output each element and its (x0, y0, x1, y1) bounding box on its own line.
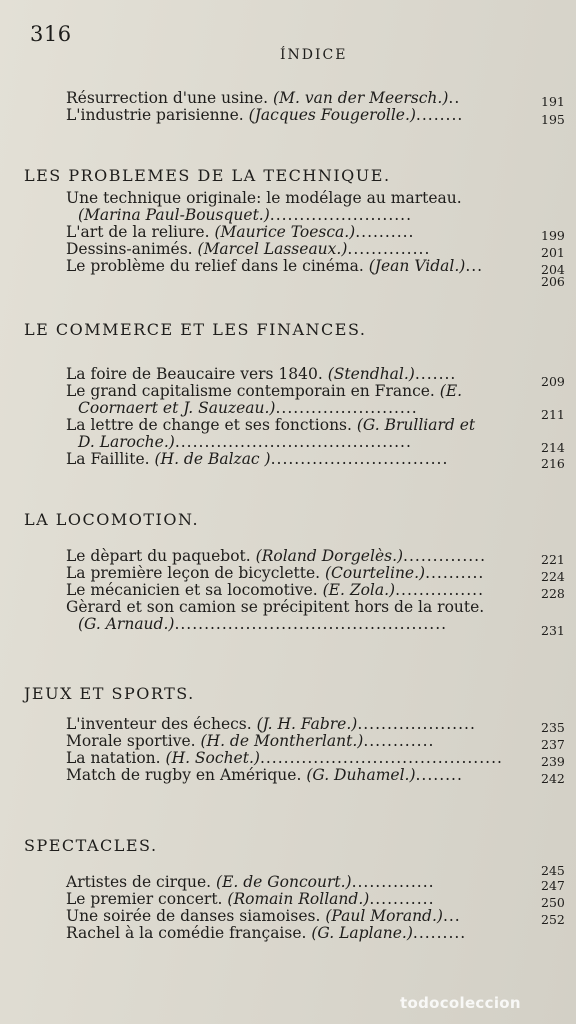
toc-entry (66, 417, 576, 434)
entry-author: (G. Duhamel.) (306, 766, 416, 784)
entry-author: (E. Zola.) (322, 581, 396, 599)
entry-author: (Roland Dorgelès.) (255, 547, 404, 565)
entry-title: Le premier concert. (66, 890, 228, 908)
leader-dots: ... (465, 257, 484, 275)
toc-entry (66, 716, 576, 733)
entry-page: 201 (541, 245, 565, 260)
entry-title: Gèrard et son camion se précipitent hors de la route. (66, 598, 485, 616)
entry-title: L'art de la reliure. (66, 223, 215, 241)
top-entries (66, 89, 576, 127)
entry-author: (G. Laplane.) (311, 924, 413, 942)
section-entries (66, 716, 576, 784)
toc-entry (66, 599, 576, 616)
toc-entry (66, 767, 576, 784)
entry-title: La lettre de change et ses fonctions. (66, 416, 357, 434)
entry-page: 199 (541, 228, 565, 243)
leader-dots: .. (448, 89, 461, 107)
entry-author: D. Laroche.) (78, 433, 175, 451)
entry-title: Match de rugby en Amérique. (66, 766, 307, 784)
toc-entry (66, 582, 576, 599)
leader-dots: .............. (347, 240, 431, 258)
entry-page: 250 (541, 895, 565, 910)
entry-author: (E. de Goncourt.) (216, 873, 352, 891)
entry-page: 237 (541, 737, 565, 752)
toc-entry (66, 399, 576, 422)
leader-dots: .......... (425, 564, 485, 582)
section-heading: LES PROBLEMES DE LA TECHNIQUE. (24, 166, 391, 185)
entry-title: Le grand capitalisme contemporain en France. (66, 382, 440, 400)
entry-title: Rachel à la comédie française. (66, 924, 312, 942)
toc-entry (66, 258, 576, 275)
toc-entry (66, 891, 576, 908)
entry-title: Morale sportive. (66, 732, 201, 750)
leader-dots: ........................ (269, 206, 413, 224)
entry-page: 191 (541, 94, 565, 109)
leader-dots: .............. (403, 547, 487, 565)
entry-page: 247 (541, 878, 565, 893)
leader-dots: ....... (414, 365, 457, 383)
entry-author: (E. (439, 382, 463, 400)
toc-entry (66, 106, 576, 127)
toc-entry (66, 565, 576, 582)
entry-page: 204 (541, 262, 565, 277)
entry-author: (H. Sochet.) (165, 749, 260, 767)
entry-author: (Courteline.) (325, 564, 426, 582)
leader-dots: ......... (412, 924, 467, 942)
entry-title: La première leçon de bicyclette. (66, 564, 325, 582)
leader-dots: .......... (355, 223, 415, 241)
leader-dots: ........ (415, 766, 463, 784)
section-heading: LE COMMERCE ET LES FINANCES. (24, 320, 367, 339)
entry-title: Le mécanicien et sa locomotive. (66, 581, 323, 599)
entry-page: 221 (541, 552, 565, 567)
toc-entry (66, 908, 576, 925)
toc-entry (66, 241, 576, 258)
leader-dots: .............. (351, 873, 435, 891)
entry-page: 206 (541, 274, 565, 289)
entry-author: (J. H. Fabre.) (256, 715, 358, 733)
leader-dots: ........ (415, 106, 464, 124)
entry-page: 228 (541, 586, 565, 601)
entry-page: 231 (541, 623, 565, 638)
leader-dots: .............................................. (174, 615, 448, 633)
leader-dots: ........................................ (174, 433, 412, 451)
entry-title: Artistes de cirque. (66, 873, 217, 891)
toc-entry (66, 274, 576, 289)
toc-entry (66, 207, 576, 224)
entry-author: (Paul Morand.) (325, 907, 443, 925)
entry-author: (Jacques Fougerolle.) (248, 106, 416, 124)
entry-author: (Maurice Toesca.) (214, 223, 356, 241)
entry-author: (Marina Paul-Bousquet.) (78, 206, 270, 224)
toc-entry (66, 190, 576, 207)
entry-page: 211 (541, 407, 565, 422)
entry-page: 214 (541, 440, 565, 455)
section-heading: LA LOCOMOTION. (24, 510, 200, 529)
entry-page: 242 (541, 771, 565, 786)
toc-entry (66, 615, 576, 638)
entry-title: L'inventeur des échecs. (66, 715, 257, 733)
entry-author: (Stendhal.) (327, 365, 415, 383)
running-head: ÍNDICE (280, 47, 348, 63)
section-entries (66, 547, 576, 638)
section-entries (66, 189, 576, 289)
toc-entry (66, 925, 576, 942)
entry-title: Une technique originale: le modélage au marteau. (66, 189, 462, 207)
entry-author: (H. de Balzac ) (154, 450, 271, 468)
entry-page: 245 (541, 863, 565, 878)
toc-entry (66, 224, 576, 241)
leader-dots: .................... (357, 715, 476, 733)
entry-page: 239 (541, 754, 565, 769)
entry-author: (G. Arnaud.) (78, 615, 175, 633)
entry-author: (H. de Montherlant.) (200, 732, 364, 750)
leader-dots: ............ (363, 732, 435, 750)
entry-title: Une soirée de danses siamoises. (66, 907, 326, 925)
entry-title: La natation. (66, 749, 166, 767)
entry-title: Le dèpart du paquebot. (66, 547, 256, 565)
entry-author: (Jean Vidal.) (368, 257, 466, 275)
section-entries (66, 365, 576, 471)
leader-dots: ... (442, 907, 461, 925)
entry-author: Coornaert et J. Sauzeau.) (78, 399, 276, 417)
entry-page: 195 (541, 112, 565, 127)
entry-title: Dessins-animés. (66, 240, 198, 258)
leader-dots: ............... (395, 581, 485, 599)
entry-title: La Faillite. (66, 450, 155, 468)
entry-author: (M. van der Meersch.) (273, 89, 449, 107)
entry-page: 224 (541, 569, 565, 584)
entry-author: (Marcel Lasseaux.) (197, 240, 348, 258)
page-number: 316 (30, 22, 72, 46)
entry-page: 209 (541, 374, 565, 389)
leader-dots: .............................. (270, 450, 449, 468)
entry-page: 235 (541, 720, 565, 735)
entry-title: L'industrie parisienne. (66, 106, 249, 124)
section-heading: JEUX ET SPORTS. (24, 684, 195, 703)
entry-page: 252 (541, 912, 565, 927)
toc-entry (66, 90, 576, 107)
toc-entry (66, 874, 576, 891)
entry-title: La foire de Beaucaire vers 1840. (66, 365, 328, 383)
leader-dots: ........... (369, 890, 435, 908)
toc-entry (66, 365, 576, 389)
watermark-logo: todocoleccion (400, 994, 521, 1012)
entry-title: Résurrection d'une usine. (66, 89, 274, 107)
toc-entry (66, 750, 576, 767)
toc-entry (66, 433, 576, 455)
toc-entry (66, 733, 576, 750)
entry-title: Le problème du relief dans le cinéma. (66, 257, 369, 275)
toc-entry (66, 548, 576, 565)
leader-dots: ........................ (275, 399, 418, 417)
entry-author: (G. Brulliard et (356, 416, 476, 434)
entry-author: (Romain Rolland.) (227, 890, 370, 908)
entry-page: 216 (541, 456, 565, 471)
toc-entry (66, 450, 576, 471)
toc-entry (66, 383, 576, 400)
section-entries (66, 864, 576, 942)
leader-dots: ......................................... (259, 749, 503, 767)
section-heading: SPECTACLES. (24, 836, 158, 855)
